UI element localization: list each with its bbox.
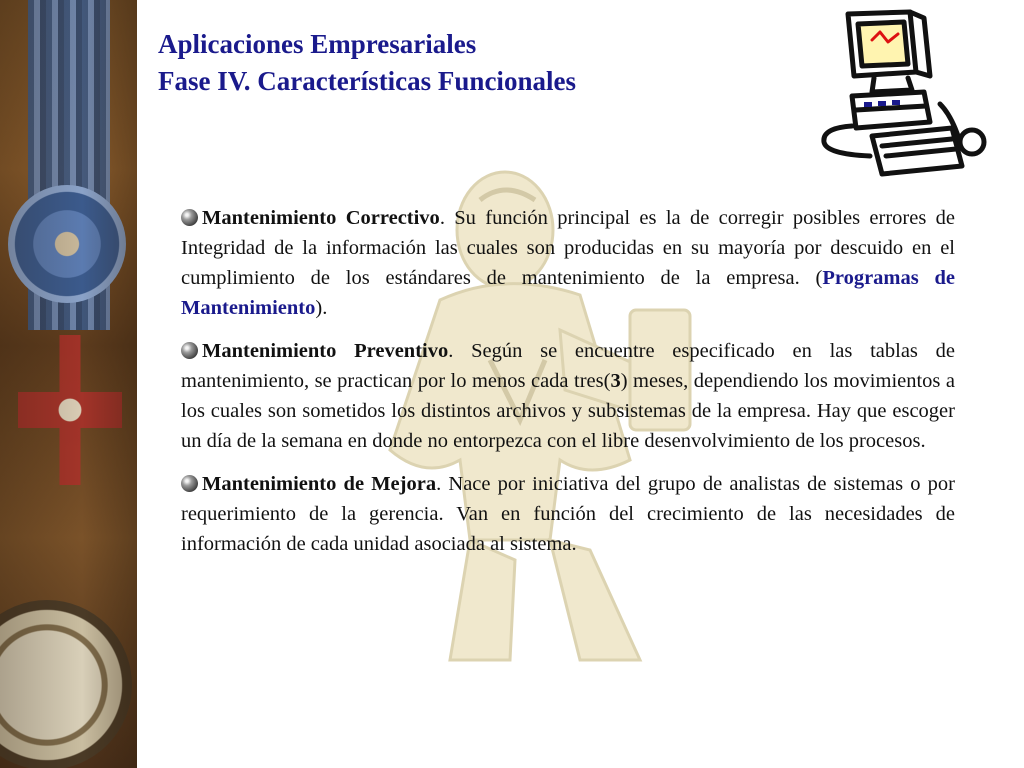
- slide-title: [158, 26, 576, 100]
- section-text: . Según se encuentre especificado en las tablas de mantenimiento, se practican por lo menos cada tres(: [181, 340, 955, 392]
- decorative-side-strip: [0, 0, 137, 768]
- section-heading: Mantenimiento Preventivo: [202, 340, 449, 362]
- section-preventivo: [181, 336, 955, 456]
- slide-body: [181, 203, 955, 572]
- section-text: . Su función principal es la de corregir posibles errores de Integridad de la información las cuales son producidas en su mayoría por descuido en el cumplimiento de los estándares de mantenimiento de la empresa. (: [181, 207, 955, 289]
- sphere-bullet-icon: [181, 209, 198, 226]
- strip-shading: [0, 0, 137, 768]
- section-heading: Mantenimiento de Mejora: [202, 473, 437, 495]
- section-correctivo: [181, 203, 955, 323]
- section-text-end: ).: [315, 297, 328, 319]
- title-line-2: Fase IV. Características Funcionales: [158, 66, 576, 96]
- section-text: . Nace por iniciativa del grupo de analistas de sistemas o por requerimiento de la gerencia. Van en función del crecimiento de las necesidades de información de cada unidad asociada al sistema.: [181, 473, 956, 555]
- section-mejora: [181, 469, 955, 559]
- section-heading: Mantenimiento Correctivo: [202, 207, 440, 229]
- period-number: 3: [610, 370, 621, 392]
- section-text-end: ) meses, dependiendo los movimientos a los cuales son sometidos los distintos archivos y subsistemas de la empresa. Hay que escoger un día de la semana en donde no entorpezca con el libre desenvolvimiento de los procesos.: [181, 370, 955, 452]
- title-line-1: Aplicaciones Empresariales: [158, 29, 477, 59]
- computer-clipart-icon: [812, 6, 992, 178]
- programas-mantenimiento-link[interactable]: Programas de Mantenimiento: [181, 267, 956, 319]
- sphere-bullet-icon: [181, 342, 198, 359]
- sphere-bullet-icon: [181, 475, 198, 492]
